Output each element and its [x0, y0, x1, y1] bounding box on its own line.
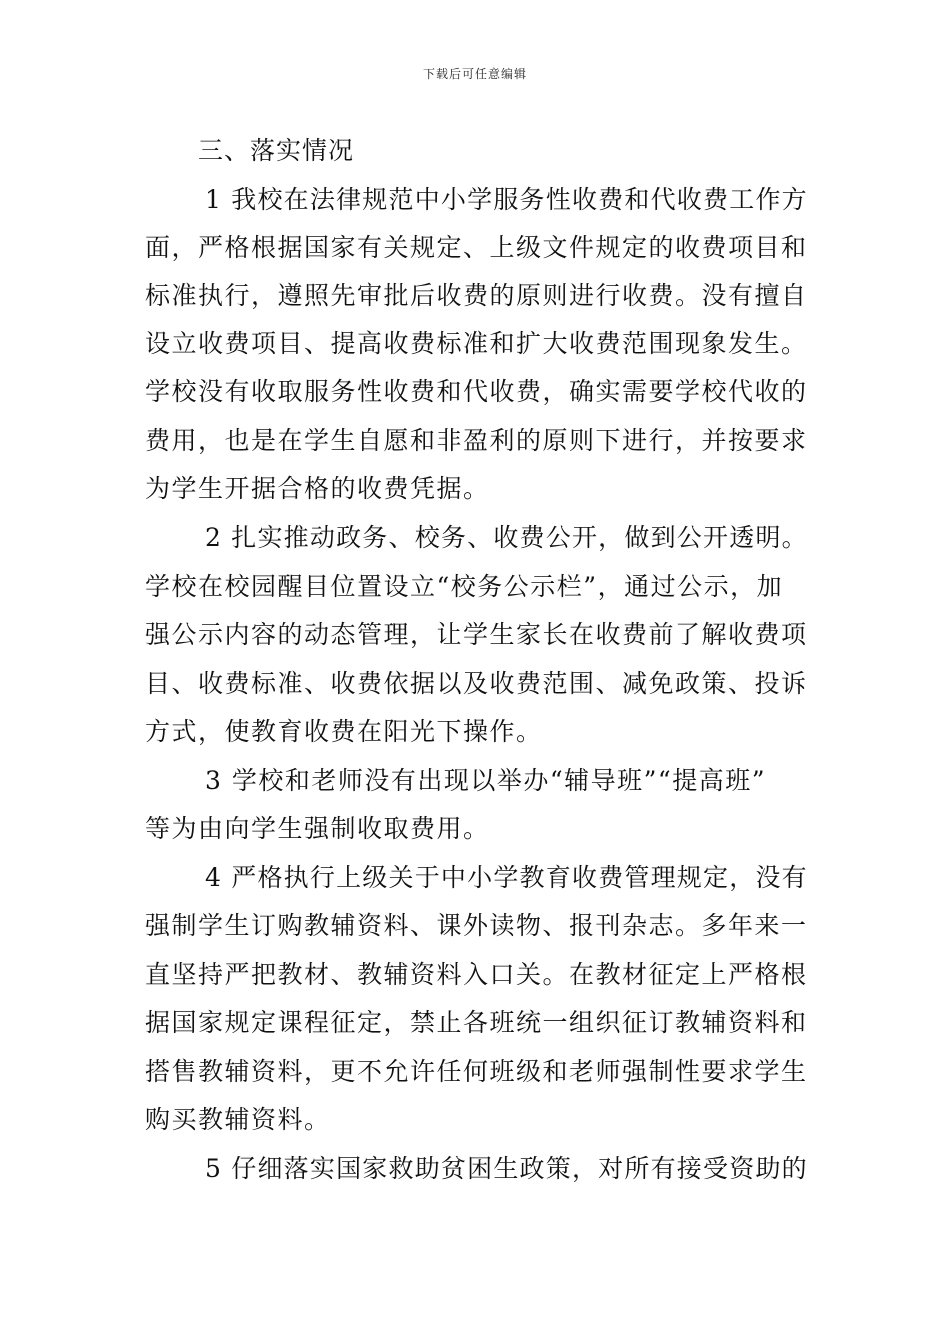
text-line: 直坚持严把教材、教辅资料入口关。在教材征定上严格根 — [145, 960, 808, 989]
text-line: 费用，也是在学生自愿和非盈利的原则下进行，并按要求 — [145, 426, 808, 455]
text-line: 学校在校园醒目位置设立“校务公示栏”，通过公示，加 — [145, 572, 784, 601]
text-line: 2 扎实推动政务、校务、收费公开，做到公开透明。 — [205, 523, 808, 552]
text-line: 为学生开据合格的收费凭据。 — [145, 474, 490, 503]
text-line: 强公示内容的动态管理，让学生家长在收费前了解收费项 — [145, 620, 808, 649]
text-line: 3 学校和老师没有出现以举办“辅导班”“提高班” — [205, 766, 766, 795]
text-line: 面，严格根据国家有关规定、上级文件规定的收费项目和 — [145, 233, 808, 262]
header-note: 下载后可任意编辑 — [422, 67, 527, 81]
text-line: 等为由向学生强制收取费用。 — [145, 814, 490, 843]
text-line: 1 我校在法律规范中小学服务性收费和代收费工作方 — [205, 185, 808, 214]
text-line: 设立收费项目、提高收费标准和扩大收费范围现象发生。 — [145, 329, 808, 358]
text-line: 购买教辅资料。 — [145, 1105, 331, 1134]
text-line: 4 严格执行上级关于中小学教育收费管理规定，没有 — [205, 863, 808, 892]
text-line: 强制学生订购教辅资料、课外读物、报刊杂志。多年来一 — [145, 911, 808, 940]
section-heading: 三、落实情况 — [198, 136, 355, 165]
text-line: 方式，使教育收费在阳光下操作。 — [145, 717, 543, 746]
text-line: 5 仔细落实国家救助贫困生政策，对所有接受资助的 — [205, 1154, 808, 1183]
text-line: 据国家规定课程征定，禁止各班统一组织征订教辅资料和 — [145, 1008, 808, 1037]
text-line: 学校没有收取服务性收费和代收费，确实需要学校代收的 — [145, 377, 808, 406]
text-line: 目、收费标准、收费依据以及收费范围、减免政策、投诉 — [145, 669, 808, 698]
text-line: 标准执行，遵照先审批后收费的原则进行收费。没有擅自 — [145, 281, 808, 310]
text-line: 搭售教辅资料，更不允许任何班级和老师强制性要求学生 — [145, 1057, 808, 1086]
